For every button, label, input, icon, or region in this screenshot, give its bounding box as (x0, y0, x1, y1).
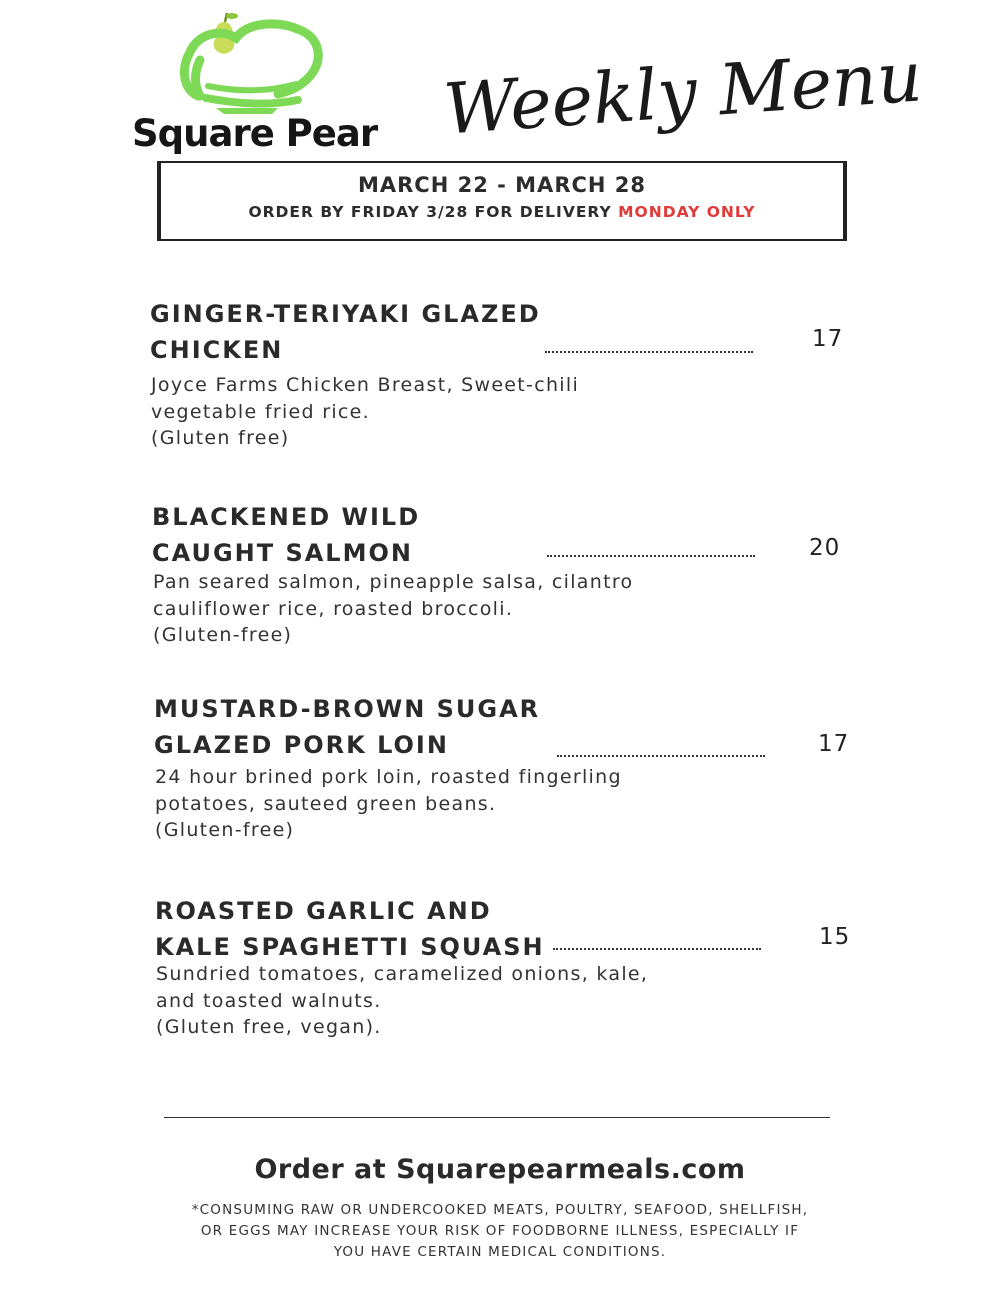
item-description: Sundried tomatoes, caramelized onions, kale, and toasted walnuts. (Gluten free, vegan). (156, 963, 649, 1038)
date-range: MARCH 22 - MARCH 28 (357, 173, 647, 197)
item-price: 15 (819, 924, 851, 950)
svg-text:Weekly Menu: Weekly Menu (441, 35, 925, 151)
item-name: MUSTARD-BROWN SUGAR GLAZED PORK LOIN (154, 695, 541, 759)
item-name: ROASTED GARLIC AND KALE SPAGHETTI SQUASH (155, 897, 545, 961)
brand-logo (128, 8, 378, 158)
dot-leader (557, 755, 765, 757)
menu-item (150, 296, 870, 456)
item-description: 24 hour brined pork loin, roasted fingerling potatoes, sauteed green beans. (Gluten-free) (155, 766, 622, 841)
brand-name: Square Pear (132, 112, 378, 155)
item-name: BLACKENED WILD CAUGHT SALMON (152, 503, 421, 567)
date-box (157, 161, 847, 241)
dot-leader (547, 555, 755, 557)
order-website: Order at Squarepearmeals.com (254, 1154, 746, 1185)
dot-leader (545, 351, 753, 353)
item-name: GINGER-TERIYAKI GLAZED CHICKEN (150, 300, 541, 364)
food-safety-disclaimer: *CONSUMING RAW OR UNDERCOOKED MEATS, POULTRY, SEAFOOD, SHELLFISH, OR EGGS MAY INCREASE YOUR RISK OF FOODBORNE ILLNESS, ESPECIALLY IF YOU HAVE CERTAIN MEDICAL CONDITIONS. (191, 1202, 809, 1260)
script-title-lettering (440, 28, 925, 178)
footer-divider (164, 1117, 830, 1118)
item-price: 17 (818, 731, 850, 757)
item-description: Joyce Farms Chicken Breast, Sweet-chili vegetable fried rice. (Gluten free) (151, 374, 580, 449)
menu-item (152, 499, 872, 659)
dot-leader (553, 948, 761, 950)
chef-hat-pear-icon (128, 8, 360, 118)
item-price: 17 (812, 326, 844, 352)
delivery-day: MONDAY ONLY (618, 203, 756, 221)
order-deadline (161, 203, 843, 221)
weekly-menu-title (440, 28, 925, 178)
order-by-text: ORDER BY FRIDAY 3/28 FOR DELIVERY (248, 203, 612, 221)
item-price: 20 (809, 535, 841, 561)
item-description: Pan seared salmon, pineapple salsa, cilantro cauliflower rice, roasted broccoli. (Gluten-free) (153, 571, 634, 646)
menu-item (154, 691, 874, 851)
menu-item (155, 893, 875, 1053)
